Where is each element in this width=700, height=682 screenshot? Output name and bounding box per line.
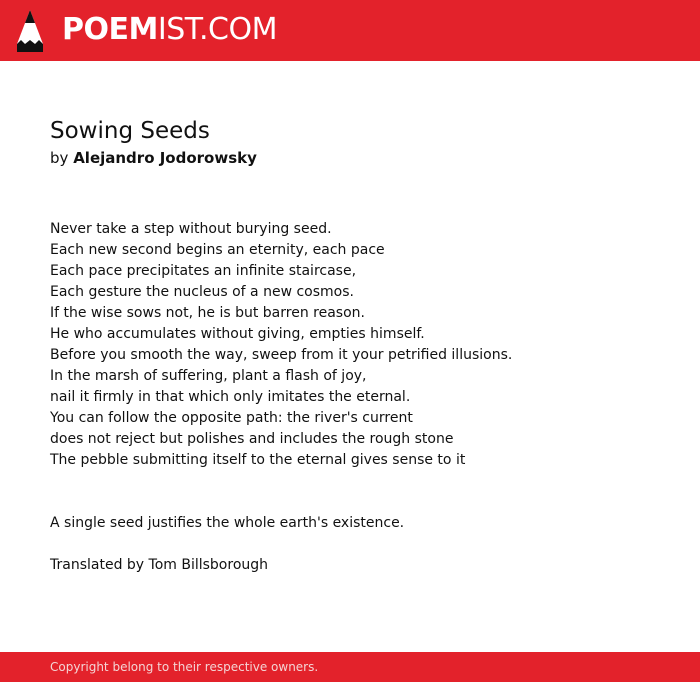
copyright-text: Copyright belong to their respective owners. (50, 660, 319, 674)
poem-line: Each new second begins an eternity, each pace (50, 242, 385, 258)
logo-thin-text: IST.COM (157, 12, 277, 47)
poem-line: does not reject but polishes and includes the rough stone (50, 431, 454, 447)
translator-line: Translated by Tom Billsborough (50, 557, 269, 573)
logo-bold-text: POEM (62, 12, 158, 47)
poem-line: nail it firmly in that which only imitates the eternal. (50, 389, 411, 405)
poem-line: The pebble submitting itself to the eternal gives sense to it (50, 452, 466, 468)
author-name: Alejandro Jodorowsky (73, 149, 257, 167)
poem-line: Never take a step without burying seed. (50, 221, 332, 237)
by-label: by (50, 149, 69, 167)
poem-content (50, 116, 670, 573)
poem-line: Before you smooth the way, sweep from it your petrified illusions. (50, 347, 513, 363)
poem-line: Each gesture the nucleus of a new cosmos. (50, 284, 354, 300)
poem-title: Sowing Seeds (50, 118, 210, 144)
poem-line: If the wise sows not, he is but barren reason. (50, 305, 365, 321)
poem-line: In the marsh of suffering, plant a flash of joy, (50, 368, 367, 384)
site-logo[interactable] (62, 11, 277, 49)
poem-line: A single seed justifies the whole earth's existence. (50, 515, 405, 531)
poem-line: You can follow the opposite path: the river's current (50, 410, 413, 426)
site-footer (0, 652, 700, 682)
poem-byline (50, 146, 670, 170)
translator-credit (50, 555, 268, 576)
site-header (0, 0, 700, 61)
poem-line: Each pace precipitates an infinite staircase, (50, 263, 357, 279)
pencil-icon[interactable] (17, 10, 43, 52)
stanza-1 (50, 219, 512, 471)
stanza-2 (50, 513, 404, 534)
poem-line: He who accumulates without giving, empties himself. (50, 326, 425, 342)
